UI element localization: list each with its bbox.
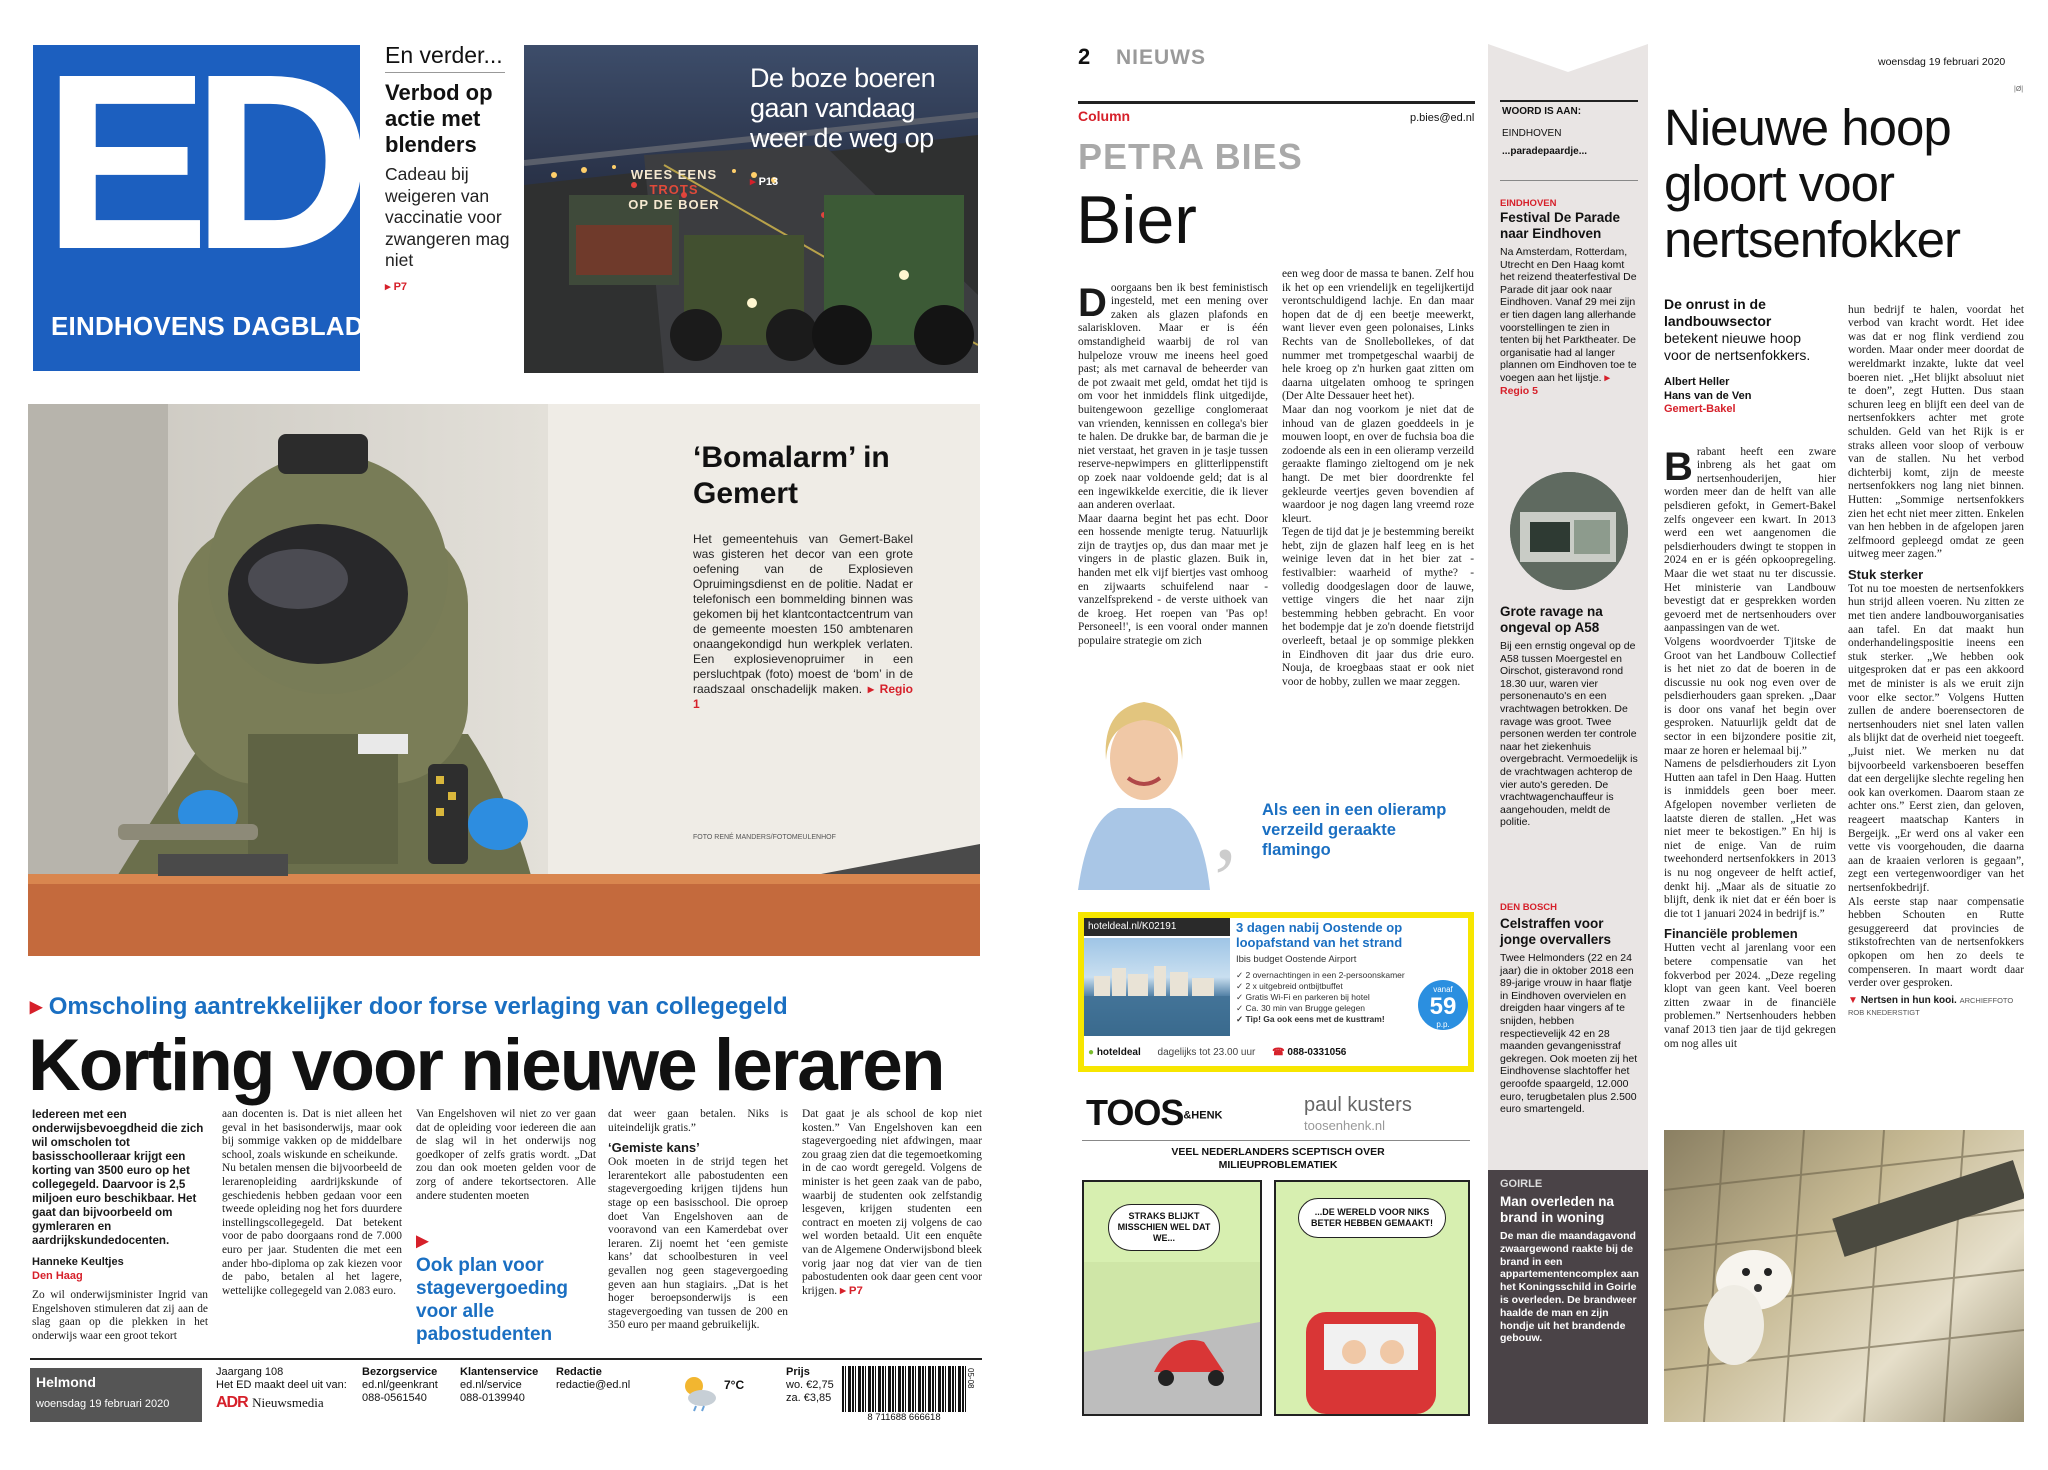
arrow-icon: ▸ xyxy=(385,281,391,293)
main-col2-text: hun bedrijf te halen, voordat het verbod van kracht wordt. Het idee was dat er nog flink verdiend zou worden. Maar onder meer doordat de wereldmarkt inzakte, lukte dat veel boeren niet. „Het blijkt absoluut niet te doen”, zegt Hutten. Dus staan schuren leeg en blijft een deel van de nertsenfokkers achter met grote schulden. Geld van het Rijk is er straks alleen voor sloop of verbouw van de stallen. Nu het verbod dichterbij komt, zijn de meeste nertsenfokkers nog lang niet binnen. Hutten: „Sommige nertsenfokkers zien het echt niet meer zitten. Enkelen van hen hebben in de afgelopen jaren zelfmoord gepleegd omdat ze geen uitweg meer zagen.” xyxy=(1848,303,2024,561)
comic-panel-1 xyxy=(1082,1180,1262,1416)
main-lead-bold: De onrust in de landbouwsector xyxy=(1664,296,1772,329)
page-code: |Ø| xyxy=(2014,86,2024,93)
main-title[interactable]: Nieuwe hoop gloort voor nertsenfokker xyxy=(1664,99,1960,268)
s3-head[interactable]: Celstraffen voor jonge overvallers xyxy=(1500,916,1612,947)
bezorg-label: Bezorgservice xyxy=(362,1366,438,1378)
klant-label: Klantenservice xyxy=(460,1366,539,1378)
ad-vanaf: vanaf xyxy=(1433,985,1453,994)
comic-author: paul kusters xyxy=(1304,1094,1412,1116)
redactie-block[interactable] xyxy=(556,1366,630,1392)
s1-ref[interactable]: ▸ Regio 5 xyxy=(1500,371,1610,397)
ed-logo[interactable] xyxy=(33,22,364,371)
front-col-5 xyxy=(802,1108,982,1348)
dropcap: D xyxy=(1078,280,1107,325)
teaser-ref[interactable]: ▸ P7 xyxy=(385,281,408,293)
barcode-number: 8 711688 666618 xyxy=(842,1412,966,1423)
red-mail: redactie@ed.nl xyxy=(556,1379,631,1391)
bezorg-block[interactable] xyxy=(362,1366,438,1405)
main-col1b-text: Hutten vecht al jarenlang voor een betere compensatie van het fokverbod per 2024. „Deze regeling klopt van geen kant. Veel boeren zitten zwaar in de financiële problemen.” Nertsenhouders hebben vanaf 2013 tien jaar de tijd gekregen om nog alles uit xyxy=(1664,942,1836,1050)
teaser-body: Cadeau bij weigeren van vaccinatie voor zwangeren mag niet xyxy=(385,164,510,270)
main-col-1 xyxy=(1664,432,1836,1112)
teaser-head[interactable]: Verbod op actie met blenders xyxy=(385,80,493,157)
woord-text: ...paradepaardje... xyxy=(1502,146,1588,157)
bomb-body xyxy=(693,532,913,712)
barcode xyxy=(842,1366,966,1414)
klant-block[interactable] xyxy=(460,1366,538,1405)
comic-rule xyxy=(1082,1140,1470,1141)
front-col-4 xyxy=(608,1108,788,1348)
photo-credit: FOTO RENÉ MANDERS/FOTOMEULENHOF xyxy=(693,834,836,841)
ad-bullets xyxy=(1236,970,1416,1025)
main-authors xyxy=(1664,376,1751,417)
ad-bullet: ✓ Ca. 30 min van Brugge gelegen xyxy=(1236,1003,1366,1013)
box-title[interactable]: ▸ Ook plan voor stagevergoeding voor alle pabostudenten xyxy=(416,1227,569,1346)
footer-city-box xyxy=(30,1368,202,1422)
ad-brand: ● hoteldeal xyxy=(1088,1047,1141,1058)
logo-name: EINDHOVENS DAGBLAD xyxy=(51,311,364,341)
main-sub-1: Financiële problemen xyxy=(1664,926,1798,942)
sidebar-notch xyxy=(1488,44,1648,74)
ad-title: 3 dagen nabij Oostende op loopafstand van het strand xyxy=(1236,920,1403,950)
prijs-block xyxy=(786,1366,834,1405)
lead: Iedereen met een onderwijsbevoegdheid die zich wil omscholen tot basisschoolleraar krijgt een korting van 3500 euro op het collegegeld. Daarvoor is 2,5 miljoen euro beschikbaar. Het gaat dan bijvoorbeeld om gymleraren en aardrijkskundedocenten. xyxy=(32,1108,204,1247)
comic-caption: VEEL NEDERLANDERS SCEPTISCH OVER MILIEUPROBLEMATIEK xyxy=(1171,1146,1385,1171)
s2-head[interactable]: Grote ravage na ongeval op A58 xyxy=(1500,604,1603,635)
en-verder-label: En verder... xyxy=(385,42,503,68)
comic-bubble-2: ...DE WERELD VOOR NIKS BETER HEBBEN GEMAAKT! xyxy=(1298,1198,1446,1238)
sidebar-top-rule xyxy=(1500,100,1638,102)
s4-loc: GOIRLE xyxy=(1500,1178,1543,1190)
ad-price-badge xyxy=(1418,980,1468,1030)
ad-bullet: ✓ 2 x uitgebreid ontbijtbuffet xyxy=(1236,981,1343,991)
bezorg-url: ed.nl/geenkrant xyxy=(362,1379,438,1391)
main-col1-text: rabant heeft een zware inbreng als het gaat om nertsenhouderijen, hier worden meer dan de helft van alle pelsdieren gefokt, in Gemert-Bakel zelfs ongeveer een kwart. In 2013 werd een wet aangenomen die pelsdierhouders dwingt te stoppen in 2024 en er is géén opkoopregeling. Maar die wet staat nu ter discussie. Het ministerie van Landbouw bevestigt dat er gesprekken worden gevoerd met de nertsenhouders over aanpassingen van de wet. Volgens woordvoerder Tjitske de Groot van het Landbouw Collectief is het niet zo dat de boeren in de discussie nu ook nog even over de pelsdierhouders gaan spreken. „Daar is door ons vanaf het begin over gesproken. Natuurlijk geldt dat de sector in een bijzondere positie zit, maar ze horen er helemaal bij.” Namens de pelsdierhouders zit Lyon Hutten aan tafel in Den Haag. Hutten is inmiddels geen boer meer. Afgelopen november verlieten de laatste dieren de stallen. „Het was niet meer te bekostigen.” En hij is niet de enige. Van de ruim tweehonderd nertsenfokkers in 2013 is nu nog ongeveer de helft actief, denkt hij. „Maar als de situatie zo blijft, denk ik niet dat er één boer is die tot 1 januari 2024 in bedrijf is.” xyxy=(1664,445,1836,920)
pull-quote: Als een in een olieramp verzeild geraakte flamingo xyxy=(1262,801,1447,859)
ad-phone: ☎ 088-0331056 xyxy=(1272,1047,1347,1058)
barcode-side: 05-08 xyxy=(966,1368,975,1389)
goirle-box[interactable] xyxy=(1488,1170,1648,1424)
arrow-icon: ▸ xyxy=(750,176,756,188)
col-a-text: oorgaans ben ik best feministisch ingesteld, met een mening over zaken als glazen plafonds en salariskloven. Maar er is één omstandigheid waarbij de rol van hulpeloze vrouw me ineens heel goed past; als met carnaval de beheerder van de pot zwaait met geld, omdat het tijd is om voor het inmiddels flink uitgedijde, buitengewoon gezellige conglomeraat van vrienden, kennissen en collega's bier te halen. De drukke bar, de barman die je niet verstaat, het graven in je tasje tussen reserve-nepwimpers en glitterlippenstift op zoek naar voldoende geld; dat is al een ingewikkelde exercitie, die ik liever aan anderen overlaat. Maar daarna begint het pas echt. Door een hossende menigte terug. Natuurlijk zijn de traytjes op, dus dan maar met je vingers in de plastic glazen. Buik in, handen met elk vijf biertjes vast omhoog en zijwaarts schuifelend naar - vanzelfsprekend - de verste uithoek van de kroeg. Het roepen van 'Pas op! Personeel!', is een vooral onder mannen populaire strategie om zich xyxy=(1078,281,1268,648)
hoteldeal-ad[interactable] xyxy=(1078,912,1474,1072)
woord-city: EINDHOVEN xyxy=(1502,128,1562,139)
main-headline[interactable]: Korting voor nieuwe leraren xyxy=(28,1025,944,1106)
col3-body: Van Engelshoven wil niet zo ver gaan dat de opleiding voor iedereen die aan de slag wil in het onderwijs nog goedkoper of zelfs gratis wordt. „Dat zou dan ook moeten gelden voor de zorg of andere tekortsectoren. Alle andere studenten moeten xyxy=(416,1108,596,1202)
weather-icon xyxy=(680,1372,720,1412)
col4-subhead: ‘Gemiste kans’ xyxy=(608,1140,700,1156)
kicker: ▸ Omscholing aantrekkelijker door forse verlaging van collegegeld xyxy=(30,993,788,1020)
main-place: Gemert-Bakel xyxy=(1664,403,1736,415)
s1-head[interactable]: Festival De Parade naar Eindhoven xyxy=(1500,210,1621,241)
col4-body2: Ook moeten in de strijd tegen het lerarentekort alle pabostudenten een stagevergoeding krijgen tijdens hun stage op een basisschool. Die oproep doet Van Engelshoven aan de vooravond van een Kamerdebat over leraren. Zij noemt het ‘een gemiste kans’ dat schoolbesturen in veel gevallen nog geen stagevergoeding geven aan hun stagiairs. „Dat is het hoger beroepsonderwijs is een stagevergoeding van tussen de 200 en 350 euro per maand gebruikelijk. xyxy=(608,1156,788,1332)
page-number: 2 xyxy=(1078,44,1091,69)
portrait-photo xyxy=(1078,668,1210,890)
klant-tel: 088-0139940 xyxy=(460,1392,525,1404)
footer-rule xyxy=(30,1358,982,1360)
s1-loc: EINDHOVEN xyxy=(1500,198,1557,209)
prijs-wo: wo. €2,75 xyxy=(786,1379,834,1391)
sidebar-rule xyxy=(1500,180,1638,181)
main-lead-text: betekent nieuwe hoop voor de nertsenfokkers. xyxy=(1664,330,1811,363)
column-col-b: een weg door de massa te banen. Zelf hou ik het op een vriendelijk en tegelijkertijd verontschuldigend lachje. En dan maar hopen dat de dj een beetje meewerkt, want liever even geen polonaises, Links Rechts van de Snollebollekes, of dat nummer met trompetgeschal waarbij de hele kroeg op z'n hurken gaat zitten om daarna uitgelaten omhoog te springen (Der Alte Dessauer heet het). Maar dan nog voorkom je niet dat de inhoud van de glazen goeddeels in je mouwen loopt, en over de fuchsia boa die zodoende als een in een olieramp verzeild geraakte flamingo zieltogend om je nek hangt. De met bier doordrenkte fel gekleurde veertjes geven bovendien af waardoor je nog dagen lang vreemd roze kleurt. Tegen de tijd dat je je bestemming bereikt hebt, zijn de glazen half leeg en is het weinige leven dat in het bier zat - festivalbier: waarheid of mythe? - volledig doodgeslagen door de lauwe, vettige vingers die het naar zijn bestemming hebben gebracht. En voor het bodempje dat je zo'n doende fietstrijd overleeft, betaal je op sommige plekken in Eindhoven dit jaar dus drie euro. Nouja, de kroegbaas staat er ook niet voor de hobby, zullen we maar zeggen. xyxy=(1282,268,1474,688)
ad-bullet: ✓ Gratis Wi-Fi en parkeren bij hotel xyxy=(1236,992,1370,1002)
footer-date: woensdag 19 februari 2020 xyxy=(36,1398,170,1410)
front-col-1 xyxy=(32,1108,208,1348)
comic-panel-2 xyxy=(1274,1180,1470,1416)
tractor-banner xyxy=(626,167,722,212)
column-title: Bier xyxy=(1076,182,1197,258)
bezorg-tel: 088-0561540 xyxy=(362,1392,427,1404)
boeren-ref[interactable]: ▸ P13 xyxy=(750,176,779,188)
s2-body: Bij een ernstig ongeval op de A58 tussen Moergestel en Oirschot, gisteravond rond 18.30 uur, waren vier personenauto's en een vrachtwagen betrokken. De ravage was groot. Twee personen werden ter controle naar het ziekenhuis overgebracht. Vermoedelijk is de vrachtwagen achterop de vier auto's gereden. De vrachtwagenchauffeur is aangehouden, meldt de politie. xyxy=(1500,640,1638,829)
author: Hanneke Keultjes xyxy=(32,1256,124,1268)
col1-body: Zo wil onderwijsminister Ingrid van Engelshoven stimuleren dat zij aan de slag gaan op die plekken in het onderwijs waar een groot tekort xyxy=(32,1289,208,1342)
footer-jaargang: Jaargang 108 xyxy=(216,1366,284,1378)
front-col-2: aan docenten is. Dat is niet alleen het geval in het basisonderwijs, maar ook bij sommige vakken op de middelbare school, zoals wiskunde en scheikunde. Nu betalen mensen die bijvoorbeeld de lerarenopleiding aardrijkskunde of geschiedenis hebben gedaan voor een tweede opleiding nog het fors duurdere instellingscollegegeld. Dat betekent voor de pabo doorgaans rond de 7.000 euro per jaar. Studenten die met een ander hbo-diploma op zak kiezen voor de pabo, betalen al het lagere, wettelijke collegegeld van 2.083 euro. xyxy=(222,1108,402,1297)
front-col-3 xyxy=(416,1108,596,1348)
col5-ref[interactable]: ▸ P7 xyxy=(839,1284,863,1297)
main-author-1: Albert Heller xyxy=(1664,376,1730,388)
footer-adr-text: Het ED maakt deel uit van: xyxy=(216,1379,347,1391)
bomb-ref[interactable]: ▸ Regio 1 xyxy=(693,682,914,711)
col5-body: Dat gaat je als school de kop niet kosten.” Van Engelshoven kan een stagevergoeding niet afdwingen, maar zou graag zien dat die tegemoetkoming in de cao wordt geregeld. Volgens de minister is het geen zaak van de pabo, waarbij de studenten ook zelfstandig lesgeven, krijgen studenten een contract en moeten zij volgens de cao wel worden betaald. Uit een enquête van de Algemene Onderwijsbond bleek vorig jaar nog dat vier van de tien pabostudenten ook daar geen cent voor krijgen. ▸ P7 xyxy=(802,1108,982,1297)
s3-loc: DEN BOSCH xyxy=(1500,902,1558,913)
main-sub-2: Stuk sterker xyxy=(1848,566,1924,582)
s4-body: De man die maandagavond zwaargewond raakte bij de brand in een appartementencomplex aan het Koningsschild in Goirle is overleden. De brandweer haalde de man en zijn hondje uit het brandende gebouw. xyxy=(1500,1230,1639,1345)
logo-letters: ED xyxy=(43,22,355,301)
ad-hotel: Ibis budget Oostende Airport xyxy=(1236,954,1357,965)
dateline: Den Haag xyxy=(32,1269,83,1282)
news-sidebar xyxy=(1488,44,1648,1424)
comic-bubble-1: STRAKS BLIJKT MISSCHIEN WEL DAT WE... xyxy=(1108,1204,1220,1251)
column-mail[interactable]: p.bies@ed.nl xyxy=(1410,112,1475,124)
bomb-body-text: Het gemeentehuis van Gemert-Bakel was gisteren het decor van een grote oefening van de Explosieven Opruimingsdienst en de politie. Nadat er telefonisch een bommelding binnen was gekomen bij het klantcontactcentrum van de gemeente moesten 150 ambtenaren onaangekondigd hun werkplek verlaten. Een explosievenopruimer in een persluchtpak (foto) moest de ‘bom’ in de raadszaal onschadelijk maken. xyxy=(693,532,913,696)
ad-url: hoteldeal.nl/K02191 xyxy=(1084,918,1230,936)
footer-city: Helmond xyxy=(36,1374,96,1390)
column-author: PETRA BIES xyxy=(1078,136,1303,177)
main-caption: ▼ Nertsen in hun kooi. ARCHIEFFOTO ROB KNEDERSTIGT xyxy=(1848,994,2014,1017)
ad-hours: dagelijks tot 23.00 uur xyxy=(1157,1047,1256,1058)
main-author-2: Hans van de Ven xyxy=(1664,389,1752,402)
quote-mark-icon: ‚ xyxy=(1210,780,1240,879)
main-dropcap: B xyxy=(1664,444,1693,489)
col4-body: dat weer gaan betalen. Niks is uiteindelijk gratis.” xyxy=(608,1108,788,1134)
woord-label: WOORD IS AAN: xyxy=(1502,106,1582,117)
crash-photo xyxy=(1510,472,1628,590)
page-date: woensdag 19 februari 2020 xyxy=(1878,56,2006,68)
klant-url: ed.nl/service xyxy=(460,1379,522,1391)
kicker-arrow-icon: ▸ xyxy=(30,993,43,1020)
box-arrow-icon: ▸ xyxy=(416,1227,429,1255)
adr-logo: ADR Nieuwsmedia xyxy=(216,1394,324,1411)
column-top-rule xyxy=(1078,101,1475,104)
main-lead xyxy=(1664,296,1824,364)
comic-title: TOOS&HENK xyxy=(1086,1092,1223,1133)
comic-strip[interactable] xyxy=(1078,1092,1474,1422)
prijs-za: za. €3,85 xyxy=(786,1392,832,1404)
ad-photo xyxy=(1084,938,1230,1036)
s3-body: Twee Helmonders (22 en 24 jaar) die in oktober 2018 een 89-jarige vrouw in haar flatje in Eindhoven overvielen en dreigden haar vingers af te snijden, hebben respectievelijk 42 en 28 maanden gevangenisstraf gekregen. Ook moeten zij het Eindhovense slachtoffer het geroofde spaargeld, 12.000 euro, terugbetalen plus 2.500 euro smartengeld. xyxy=(1500,952,1638,1116)
comic-site: toosenhenk.nl xyxy=(1304,1118,1385,1133)
phone-icon: ☎ xyxy=(1272,1047,1285,1058)
ad-pp: p.p. xyxy=(1436,1020,1450,1029)
page-two xyxy=(1024,0,2048,1470)
temperature: 7°C xyxy=(724,1378,745,1392)
banner-line-2: TROTS xyxy=(649,182,699,197)
ad-bottom-bar xyxy=(1084,1042,1468,1066)
banner-line-1: WEES EENS xyxy=(630,167,718,182)
s1-body: Na Amsterdam, Rotterdam, Utrecht en Den Haag komt het reizend theaterfestival De Parade dit jaar ook naar Eindhoven. Vanaf 29 mei zijn er tien dagen lang allerhande voorstellingen te zien in tenten bij het Parktheater. De organisatie had al langer plannen om Eindhoven toe te voegen aan het lijstje. ▸ Regio 5 xyxy=(1500,246,1637,397)
footer-meta xyxy=(216,1366,356,1409)
banner-line-3: OP DE BOER xyxy=(628,197,720,212)
bomb-title: ‘Bomalarm’ in Gemert xyxy=(693,441,890,510)
boeren-photo[interactable] xyxy=(524,45,978,373)
ad-bullet: ✓ Tip! Ga ook eens met de kusttram! xyxy=(1236,1014,1385,1024)
red-label: Redactie xyxy=(556,1366,602,1378)
prijs-label: Prijs xyxy=(786,1366,810,1378)
boeren-head: De boze boeren gaan vandaag weer de weg op xyxy=(750,63,936,153)
main-col-2 xyxy=(1848,290,2024,1100)
bomb-photo[interactable] xyxy=(28,404,980,956)
section-name: NIEUWS xyxy=(1116,46,1206,69)
mink-photo xyxy=(1664,1130,2024,1422)
ad-bullet: ✓ 2 overnachtingen in een 2-persoonskamer xyxy=(1236,970,1405,980)
column-label: Column xyxy=(1078,108,1131,124)
main-col2b-text: Tot nu toe moesten de nertsenfokkers hun strijd alleen voeren. Nu zitten ze met tien andere landbouworganisaties aan tafel. En dat maakt hun onderhandelingspositie ineens een stuk sterker. „We hebben ook uitgesproken dat er pas een akkoord met de minister is als we eruit zijn voor elke sector.” Volgens Hutten zullen de andere boerensectoren de nertsenhouders niet snel laten vallen als blijkt dat de overheid niet toegeeft. „Juist niet. We merken nu dat bijvoorbeeld varkensboeren beseffen dat een dergelijke slechte regeling hen ook kan overkomen. Daarom staan ze achter ons.” Eerst zien, dan geloven, reageert maatschap Kanters in Bergeijk. „Er werd ons al vaker een vette vis voorgehouden, die daarna aan de kraaien verloren is gegaan”, zegt een vertegenwoordiger van het nertsenfokbedrijf. Als eerste stap naar compensatie hebben Schouten en Rutte gesuggereerd dat provincies de stikstofrechten van de nertsenfokkers opkopen om hen zo deels te compenseren. In maart wordt daar verder over gesproken. xyxy=(1848,582,2024,990)
s4-head: Man overleden na brand in woning xyxy=(1500,1194,1615,1225)
teaser-rule xyxy=(385,72,505,73)
ad-price: 59 xyxy=(1429,993,1457,1020)
